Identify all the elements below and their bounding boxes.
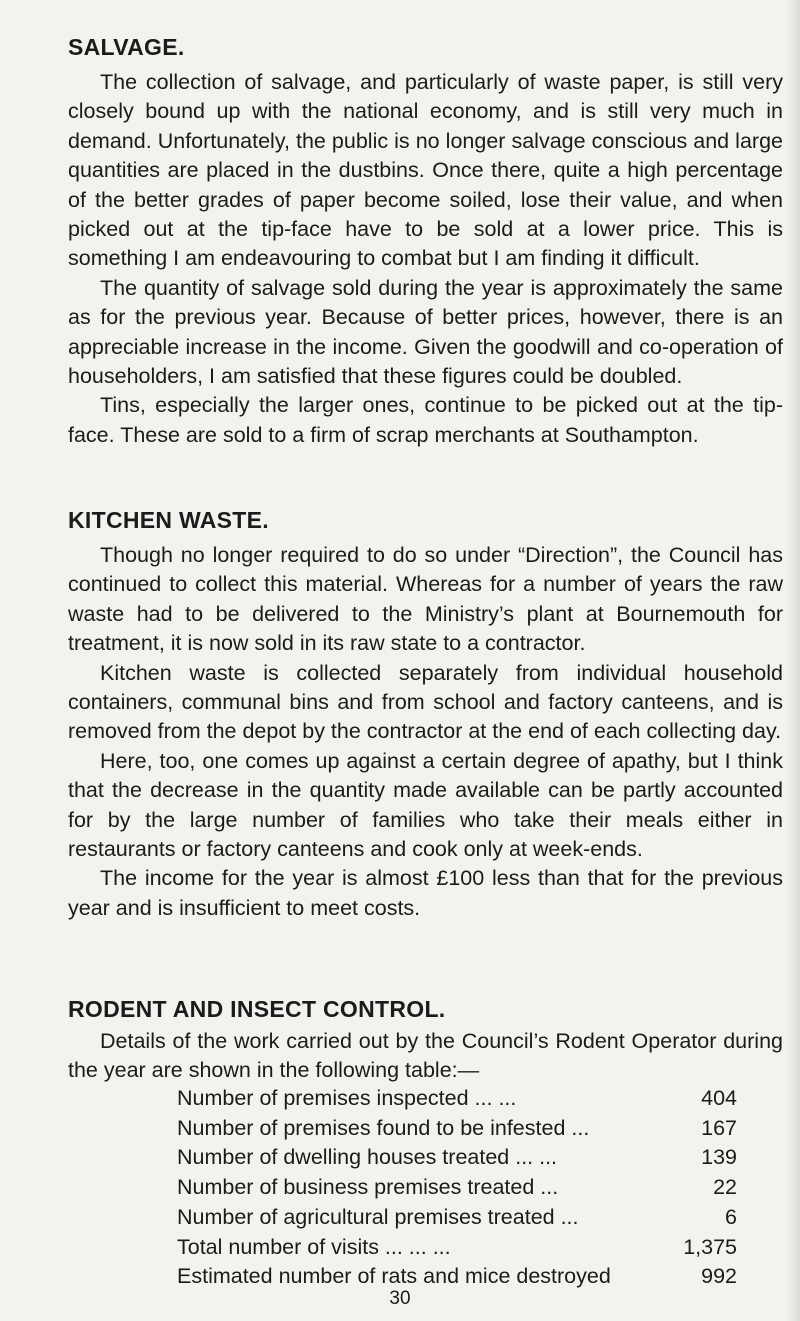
table-row-label: Number of agricultural premises treated ... (177, 1204, 579, 1229)
rodent-control-section (68, 1027, 783, 1086)
table-row-value: 992 (701, 1264, 737, 1289)
salvage-paragraph-3: Tins, especially the larger ones, continue to be picked out at the tip-face. These are sold to a firm of scrap merchants at Southampton. (68, 393, 783, 447)
rodent-control-heading: RODENT AND INSECT CONTROL. (68, 996, 446, 1022)
table-row (177, 1084, 737, 1114)
table-row-label: Estimated number of rats and mice destroyed (177, 1264, 611, 1289)
salvage-paragraph-1: The collection of salvage, and particularly of waste paper, is still very closely bound up with the national economy, and is still very much in demand. Unfortunately, the public is no longer salvage conscious and large quantities are placed in the dustbins. Once there, quite a high percentage of the better grades of paper become soiled, lose their value, and when picked out at the tip-face have to be sold at a lower price. This is something I am endeavouring to combat but I am finding it difficult. (68, 70, 783, 271)
table-row-label: Number of premises inspected ... ... (177, 1086, 517, 1110)
table-row (177, 1114, 737, 1144)
table-row-value: 404 (701, 1086, 737, 1110)
table-row-label: Number of premises found to be infested ... (177, 1115, 590, 1140)
table-row (177, 1203, 737, 1233)
salvage-heading: SALVAGE. (68, 34, 185, 60)
table-row-value: 139 (701, 1145, 737, 1170)
kitchen-waste-paragraph-1: Though no longer required to do so under “Direction”, the Council has continued to collect this material. Whereas for a number of years the raw waste had to be delivered to the Ministry’s plant at Bournemouth for treatment, it is now sold in its raw state to a contractor. (68, 543, 783, 656)
table-row-value: 22 (713, 1175, 737, 1200)
table-row (177, 1143, 737, 1173)
kitchen-waste-heading: KITCHEN WASTE. (68, 507, 269, 533)
kitchen-waste-paragraph-4: The income for the year is almost £100 less than that for the previous year and is insufficient to meet costs. (68, 866, 783, 920)
table-row (177, 1233, 737, 1263)
salvage-section (68, 68, 783, 450)
table-row-value: 6 (725, 1204, 737, 1229)
table-row-label: Number of dwelling houses treated ... ... (177, 1145, 558, 1170)
table-row-value: 1,375 (683, 1234, 737, 1259)
rodent-control-intro: Details of the work carried out by the Council’s Rodent Operator during the year are shown in the following table:— (68, 1029, 783, 1083)
page-edge-shadow (786, 0, 800, 1321)
rodent-statistics-table (177, 1084, 737, 1292)
table-row (177, 1173, 737, 1203)
table-row-label: Number of business premises treated ... (177, 1175, 559, 1200)
salvage-paragraph-2: The quantity of salvage sold during the year is approximately the same as for the previous year. Because of better prices, however, there is an appreciable increase in the income. Given the goodwill and co-operation of householders, I am satisfied that these figures could be doubled. (68, 275, 783, 389)
kitchen-waste-section (68, 541, 783, 923)
page-number: 30 (389, 1288, 411, 1309)
table-row-value: 167 (701, 1115, 737, 1140)
kitchen-waste-paragraph-2: Kitchen waste is collected separately from individual household containers, communal bins and from school and factory canteens, and is removed from the depot by the contractor at the end of each collecting day. (68, 660, 783, 744)
kitchen-waste-paragraph-3: Here, too, one comes up against a certain degree of apathy, but I think that the decrease in the quantity made available can be partly accounted for by the large number of families who take their meals either in restaurants or factory canteens and cook only at week-ends. (68, 748, 783, 862)
table-row-label: Total number of visits ... ... ... (177, 1234, 451, 1259)
